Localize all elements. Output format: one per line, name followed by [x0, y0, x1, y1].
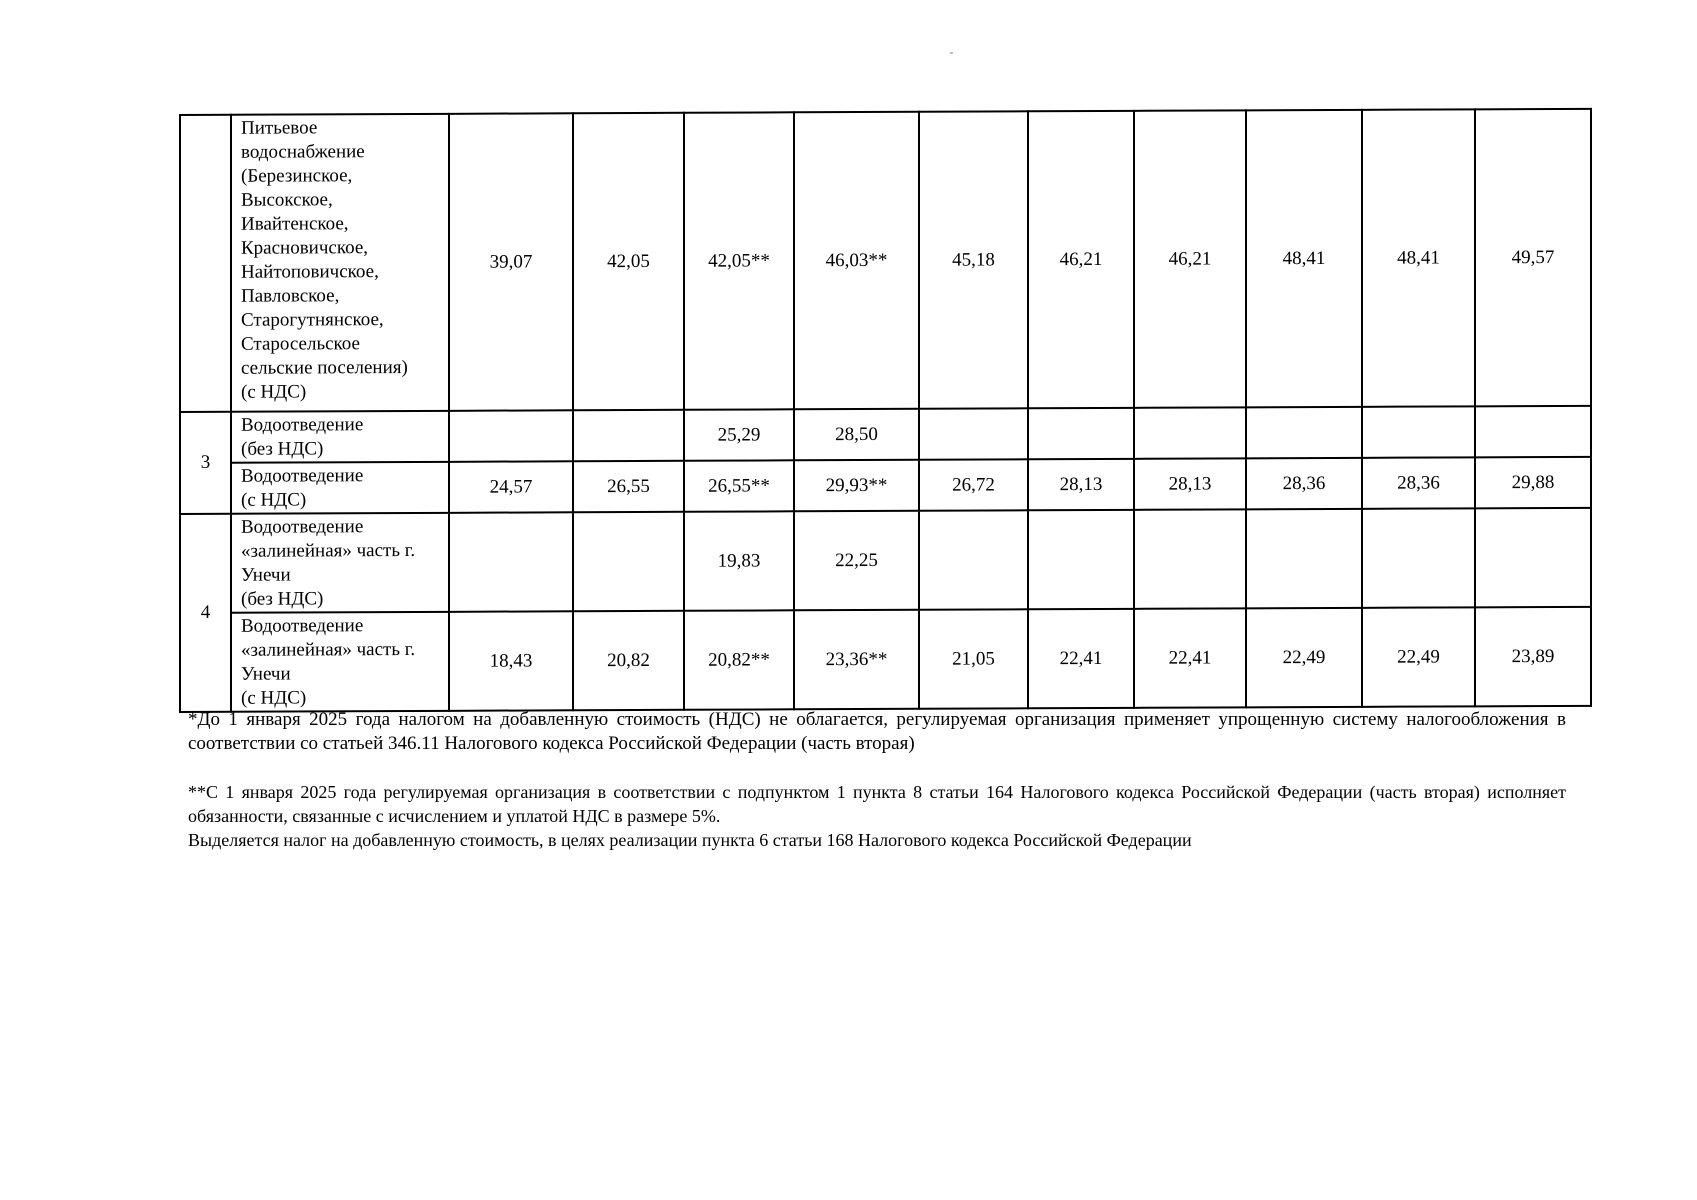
tariff-value-cell: 18,43 [449, 611, 573, 711]
row-number-cell [180, 115, 231, 412]
tariff-value-cell: 22,49 [1362, 607, 1475, 706]
tariff-value-cell: 29,93** [794, 460, 919, 512]
service-name-line: (с НДС) [241, 489, 307, 511]
service-name-line: Старосельское [241, 333, 360, 355]
service-name-line: Питьевое [241, 117, 318, 139]
row-number-cell: 4 [180, 514, 231, 712]
service-name-line: Водоотведение [241, 414, 364, 436]
service-name-line: Водоотведение [241, 465, 364, 487]
tariff-table [179, 108, 1592, 713]
tariff-value-cell: 23,89 [1475, 607, 1591, 707]
tariff-value-cell: 46,21 [1028, 111, 1134, 408]
service-name-line: Унечи [241, 663, 291, 685]
table-row [180, 607, 1591, 712]
tariff-value-cell: 46,03** [794, 112, 919, 410]
tariff-value-cell [449, 410, 573, 462]
tariff-value-cell: 42,05 [573, 113, 684, 410]
tariff-value-cell [449, 512, 573, 612]
tariff-value-cell: 26,55** [684, 460, 794, 511]
tariff-value-cell: 19,83 [684, 511, 794, 610]
tariff-value-cell: 24,57 [449, 461, 573, 513]
tariff-value-cell: 21,05 [919, 609, 1028, 708]
row-number-cell: 3 [180, 412, 231, 514]
tariff-value-cell: 29,88 [1475, 457, 1591, 509]
service-name-line: Старогутнянское, [241, 309, 384, 331]
service-name-line: Павловское, [241, 285, 340, 307]
tariff-value-cell: 20,82** [684, 610, 794, 709]
service-name-line: (с НДС) [241, 381, 307, 403]
tariff-value-cell: 22,41 [1134, 608, 1246, 707]
service-name-line: «залинейная» часть г. [241, 539, 416, 562]
table-row [180, 406, 1591, 463]
tariff-value-cell: 28,36 [1246, 458, 1362, 510]
tariff-value-cell: 48,41 [1246, 110, 1362, 408]
tariff-value-cell [1134, 509, 1246, 608]
table-row [180, 508, 1591, 613]
tariff-value-cell [1028, 510, 1134, 609]
tariff-value-cell: 20,82 [573, 611, 684, 710]
service-name-line: (без НДС) [241, 588, 324, 610]
tariff-value-cell [919, 510, 1028, 609]
table-row [180, 109, 1591, 412]
service-name-line: (с НДС) [241, 687, 307, 709]
tariff-value-cell: 26,72 [919, 459, 1028, 510]
tariff-value-cell: 49,57 [1475, 109, 1591, 407]
tariff-value-cell [1028, 408, 1134, 459]
service-name-cell [231, 612, 449, 712]
service-name-line: Унечи [241, 564, 291, 586]
tariff-value-cell [1246, 407, 1362, 459]
table-row [180, 457, 1591, 514]
service-name-line: (Березинское, [241, 165, 353, 187]
tariff-value-cell: 45,18 [919, 111, 1028, 408]
table-body [180, 109, 1591, 712]
tariff-value-cell: 28,13 [1134, 458, 1246, 509]
tariff-value-cell: 22,41 [1028, 609, 1134, 708]
page-speck [950, 52, 953, 54]
tariff-value-cell: 28,13 [1028, 459, 1134, 510]
service-name-line: Водоотведение [241, 615, 364, 637]
tariff-value-cell: 28,36 [1362, 457, 1475, 508]
tariff-value-cell: 22,25 [794, 511, 919, 611]
tariff-value-cell: 25,29 [684, 409, 794, 460]
tariff-value-cell: 39,07 [449, 113, 573, 411]
footnote-vat-5-percent: **С 1 января 2025 года регулируемая организация в соответствии с подпунктом 1 пункта 8 статьи 164 Налогового кодекса Российской Федерации (часть вторая) исполняет обязанности, связанные с исчислением и уплатой НДС в размере 5%. [188, 782, 1566, 826]
tariff-value-cell [1134, 407, 1246, 458]
service-name-line: Ивайтенское, [241, 213, 349, 235]
service-name-cell [231, 462, 449, 514]
footnotes [188, 708, 1566, 852]
footnote-vat-allocation: Выделяется налог на добавленную стоимость, в целях реализации пункта 6 статьи 168 Налогового кодекса Российской Федерации [188, 830, 1192, 850]
tariff-value-cell [1475, 508, 1591, 608]
tariff-value-cell: 22,49 [1246, 608, 1362, 708]
tariff-value-cell: 46,21 [1134, 110, 1246, 407]
footnote-vat-exempt: *До 1 января 2025 года налогом на добавленную стоимость (НДС) не облагается, регулируемая организация применяет упрощенную систему налогообложения в соответствии со статьей 346.11 Налогового кодекса Российской Федерации (часть вторая) [188, 709, 1566, 754]
service-name-line: Водоотведение [241, 516, 364, 538]
service-name-cell [231, 513, 449, 613]
service-name-line: Высокское, [241, 189, 333, 211]
tariff-value-cell [1362, 508, 1475, 607]
tariff-value-cell: 48,41 [1362, 109, 1475, 406]
tariff-value-cell: 28,50 [794, 409, 919, 461]
service-name-line: сельские поселения) [241, 357, 408, 379]
tariff-value-cell [919, 408, 1028, 459]
tariff-value-cell [573, 512, 684, 611]
service-name-line: Красновичское, [241, 237, 369, 259]
service-name-cell [231, 114, 449, 412]
service-name-line: водоснабжение [241, 141, 365, 163]
tariff-value-cell [1362, 406, 1475, 457]
service-name-cell [231, 411, 449, 463]
tariff-value-cell [1475, 406, 1591, 458]
service-name-line: «залинейная» часть г. [241, 638, 416, 661]
service-name-line: Найтоповичское, [241, 261, 379, 283]
tariff-value-cell [573, 410, 684, 461]
tariff-value-cell: 23,36** [794, 610, 919, 710]
tariff-value-cell [1246, 509, 1362, 609]
tariff-value-cell: 42,05** [684, 112, 794, 409]
service-name-line: (без НДС) [241, 438, 324, 460]
tariff-value-cell: 26,55 [573, 461, 684, 512]
